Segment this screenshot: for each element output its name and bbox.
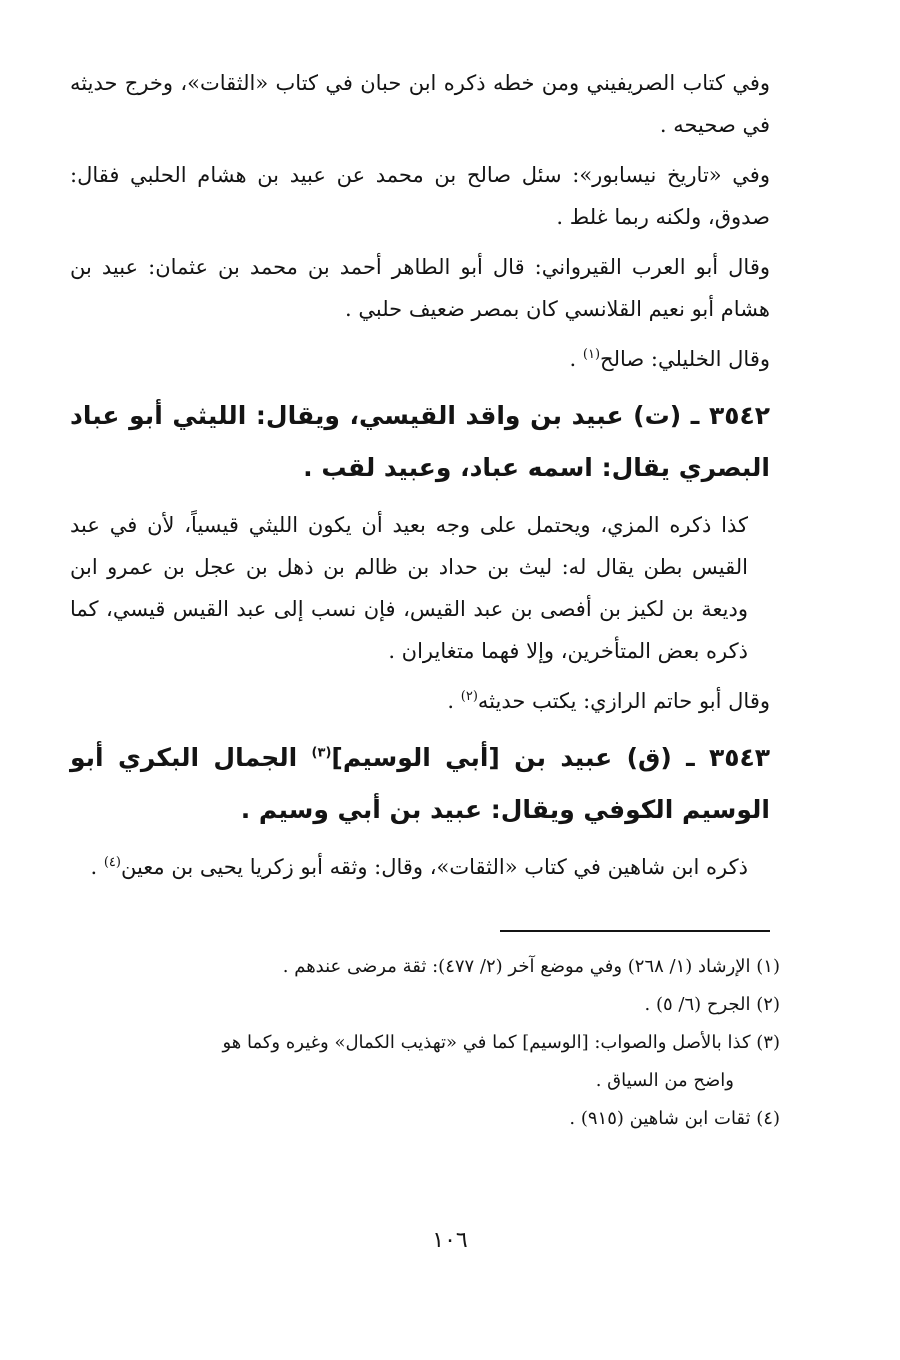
- entry-heading-3543: [70, 732, 770, 836]
- body-3543-end: .: [90, 855, 104, 879]
- paragraph-sarifini: وفي كتاب الصريفيني ومن خطه ذكره ابن حبان في كتاب «الثقات»، وخرج حديثه في صحيحه .: [70, 71, 770, 137]
- footnotes: [75, 948, 780, 1138]
- paragraph-khalili: [70, 338, 770, 380]
- footnote-2: (٢) الجرح (٦/ ٥) .: [644, 994, 780, 1015]
- footnote-separator: [500, 930, 770, 932]
- heading-3543-part-a: ٣٥٤٣ ـ (ق) عبيد بن [أبي الوسيم]: [331, 743, 770, 772]
- page-body: [70, 62, 770, 896]
- khalili-end: .: [569, 347, 583, 371]
- paragraph-qayrawani: وقال أبو العرب القيرواني: قال أبو الطاهر أحمد بن محمد بن عثمان: عبيد بن هشام أبو نعيم القلانسي كان بمصر ضعيف حلبي .: [70, 255, 770, 321]
- footnote-ref-3[interactable]: (٣): [311, 745, 332, 761]
- entry-body-3543: [70, 846, 770, 888]
- page-number: ١٠٦: [432, 1228, 468, 1253]
- heading-3543-part-b: الجمال البكري أبو الوسيم الكوفي ويقال: عبيد بن أبي وسيم .: [70, 743, 770, 824]
- entry-heading-3542: ٣٥٤٢ ـ (ت) عبيد بن واقد القيسي، ويقال: الليثي أبو عباد البصري يقال: اسمه عباد، وعبيد لقب .: [70, 401, 770, 482]
- razi-text: وقال أبو حاتم الرازي: يكتب حديثه: [477, 689, 770, 713]
- footnote-ref-4[interactable]: (٤): [103, 855, 121, 870]
- paragraph-tarikh-naysabur: وفي «تاريخ نيسابور»: سئل صالح بن محمد عن عبيد بن هشام الحلبي فقال: صدوق، ولكنه ربما غلط .: [70, 163, 770, 229]
- razi-end: .: [447, 689, 461, 713]
- entry-body-3542: كذا ذكره المزي، ويحتمل على وجه بعيد أن يكون الليثي قيسياً، لأن في عبد القيس بطن يقال له: ليث بن حداد بن ظالم بن ذهل بن عجل بن عمرو ابن وديعة بن لكيز بن أفصى بن عبد القيس، فإن نسب إلى عبد القيس قيسي، كما ذكره بعض المتأخرين، وإلا فهما متغايران .: [70, 513, 748, 663]
- footnote-ref-2[interactable]: (٢): [460, 689, 478, 704]
- khalili-text: وقال الخليلي: صالح: [600, 347, 770, 371]
- paragraph-razi: [70, 680, 770, 722]
- footnote-4: (٤) ثقات ابن شاهين (٩١٥) .: [569, 1108, 780, 1129]
- footnote-3-continuation: واضح من السياق .: [595, 1070, 734, 1091]
- footnote-3: (٣) كذا بالأصل والصواب: [الوسيم] كما في «تهذيب الكمال» وغيره وكما هو: [222, 1032, 780, 1053]
- footnote-ref-1[interactable]: (١): [582, 347, 601, 362]
- body-3543-text: ذكره ابن شاهين في كتاب «الثقات»، وقال: وثقه أبو زكريا يحيى بن معين: [120, 855, 748, 879]
- footnote-1: (١) الإرشاد (١/ ٢٦٨) وفي موضع آخر (٢/ ٤٧٧): ثقة مرضى عندهم .: [282, 956, 780, 977]
